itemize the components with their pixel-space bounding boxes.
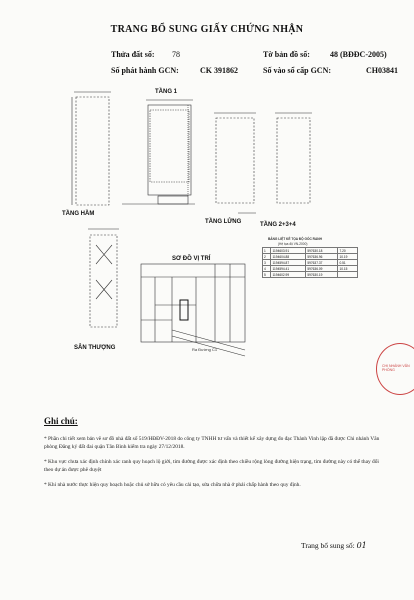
coordinate-table [262, 247, 358, 278]
floor234-label: TẦNG 2+3+4 [260, 222, 296, 228]
coord-cell: 597630.19 [306, 272, 338, 278]
basement-label: TẦNG HẦM [62, 211, 95, 217]
site-plan-label: SƠ ĐỒ VỊ TRÍ [172, 256, 211, 262]
coord-row [263, 272, 358, 278]
coord-distance: 10.19 [338, 254, 358, 260]
note-item-2: * Khu vực chưa xác định chính xác ranh quy hoạch lộ giới, tim đường được xác định theo chiều rộng lòng đường hiện trạng, tim đường này có thể thay đổi theo dự án được phê duyệt [44, 459, 379, 473]
coord-cell: 2 [263, 254, 271, 260]
coord-cell: 4 [263, 266, 271, 272]
coord-cell: 1194604.88 [271, 254, 306, 260]
coord-cell: 1194594.41 [271, 266, 306, 272]
coord-cell: 1194594.87 [271, 260, 306, 266]
page-title: TRANG BỔ SUNG GIẤY CHỨNG NHẬN [110, 24, 304, 35]
parcel-label: Thửa đất số: [111, 50, 155, 59]
coord-cell: 1194603.91 [271, 248, 306, 254]
coord-distance: 10.15 [338, 266, 358, 272]
book-value: CH03841 [366, 66, 398, 75]
mezzanine-label: TẦNG LỬNG [205, 219, 242, 225]
coord-distance [338, 272, 358, 278]
note-item-3: * Khi nhà nước thực hiện quy hoạch hoặc chủ sở hữu có yêu cầu cải tạo, sửa chữa nhà ở phải chấp hành theo quy định. [44, 482, 301, 488]
footer-value: 01 [356, 541, 367, 550]
coord-cell: 597636.09 [306, 266, 338, 272]
coord-cell: 597630.18 [306, 248, 338, 254]
note-item-1: * Phần chi tiết xem bản vẽ sơ đồ nhà đất số 519/HĐĐV-2018 do công ty TNHH tư vấn và thiết kế xây dựng đo đạc Thành Vinh lập đã được Chi nhánh Văn phòng Đăng ký đất đai quận Tân Bình kiểm tra ngày 27/12/2018. [44, 436, 380, 450]
parcel-value: 78 [172, 50, 180, 59]
road-label: Ra Đường C1 [192, 347, 218, 352]
coord-table-subtitle: (Hệ tọa độ VN-2000) [278, 242, 308, 246]
gcn-label: Số phát hành GCN: [111, 66, 179, 75]
coord-cell: 1194602.99 [271, 272, 306, 278]
coord-cell: 597636.96 [306, 254, 338, 260]
floor1-label: TẦNG 1 [155, 89, 178, 95]
coord-cell: 1 [263, 248, 271, 254]
footer-label: Trang bổ sung số: [301, 541, 355, 550]
coord-distance: 0.51 [338, 260, 358, 266]
stamp-text: CHI NHÁNH VĂN PHÒNG [382, 364, 410, 372]
map-value: 48 (BĐĐC-2005) [330, 50, 387, 59]
book-label: Số vào sổ cấp GCN: [263, 66, 332, 75]
coord-cell: 5 [263, 272, 271, 278]
coord-distance: 7.20 [338, 248, 358, 254]
coord-cell: 597637.37 [306, 260, 338, 266]
coord-table-title: BẢNG LIỆT KÊ TỌA ĐỘ GÓC RANH [268, 237, 322, 241]
gcn-value: CK 391862 [200, 66, 238, 75]
rooftop-label: SÂN THƯỢNG [74, 345, 116, 351]
map-label: Tờ bản đồ số: [263, 50, 310, 59]
notes-heading: Ghi chú: [44, 416, 78, 426]
coord-cell: 3 [263, 260, 271, 266]
footer-page-number [301, 541, 367, 550]
